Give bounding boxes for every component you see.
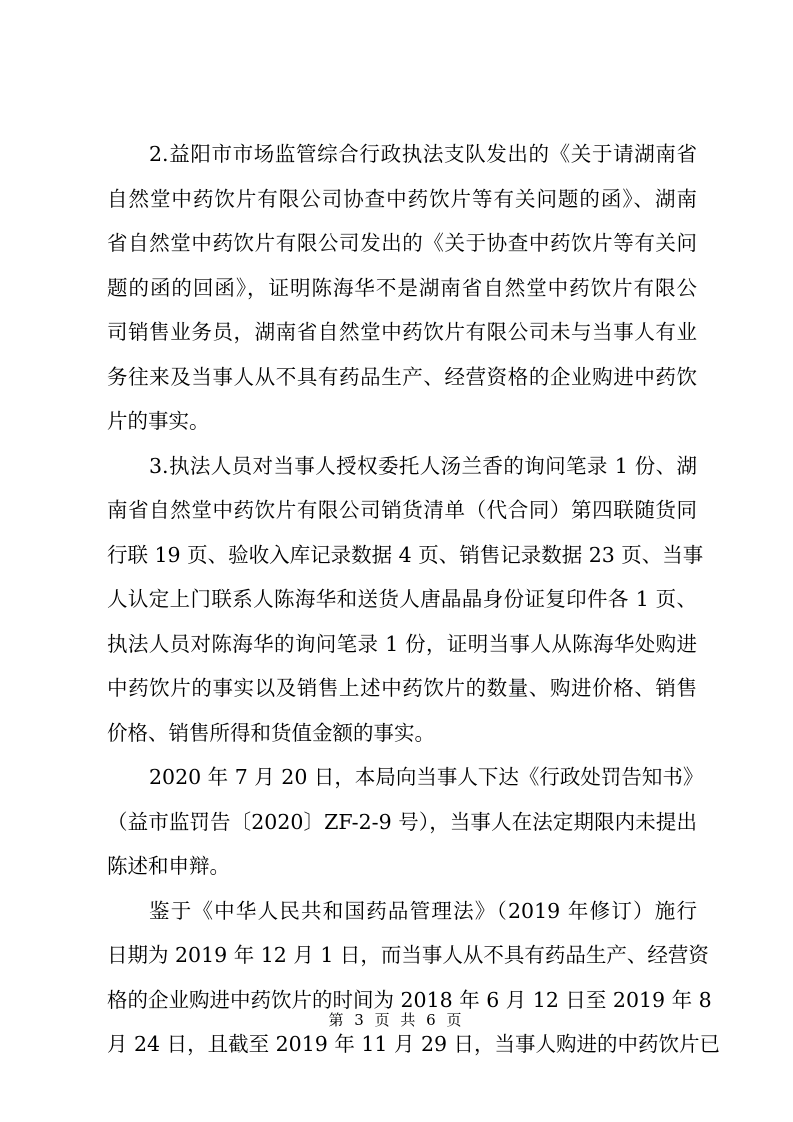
notice-paragraph [107, 755, 704, 889]
evidence-item-2 [107, 132, 697, 444]
text-line: 自然堂中药饮片有限公司协查中药饮片等有关问题的函》、湖南 [107, 186, 697, 211]
text-line: 南省自然堂中药饮片有限公司销货清单（代合同）第四联随货同 [107, 498, 697, 522]
text-line: 3.执法人员对当事人授权委托人汤兰香的询问笔录 1 份、湖 [149, 453, 697, 478]
evidence-item-3 [107, 444, 704, 756]
text-line: 陈述和申辩。 [107, 854, 230, 878]
text-line: 务往来及当事人从不具有药品生产、经营资格的企业购进中药饮 [107, 364, 697, 389]
text-line: 行联 19 页、验收入库记录数据 4 页、销售记录数据 23 页、当事 [107, 542, 704, 567]
text-line: 鉴于《中华人民共和国药品管理法》（2019 年修订）施行 [149, 898, 697, 923]
text-line: 格的企业购进中药饮片的时间为 2018 年 6 月 12 日至 2019 年 8 [107, 987, 712, 1012]
text-line: 司销售业务员，湖南省自然堂中药饮片有限公司未与当事人有业 [107, 320, 697, 344]
text-line: 月 24 日，且截至 2019 年 11 月 29 日，当事人购进的中药饮片已 [107, 1032, 721, 1056]
document-body [107, 132, 721, 1067]
text-line: 片的事实。 [107, 409, 210, 433]
text-line: （益市监罚告〔2020〕ZF-2-9 号），当事人在法定期限内未提出 [107, 809, 697, 834]
text-line: 人认定上门联系人陈海华和送货人唐晶晶身份证复印件各 1 页、 [107, 587, 697, 611]
text-line: 题的函的回函》，证明陈海华不是湖南省自然堂中药饮片有限公 [107, 275, 697, 300]
page-footer: 第 3 页 共 6 页 [328, 1011, 465, 1029]
law-applicability-paragraph [107, 889, 721, 1067]
text-line: 价格、销售所得和货值金额的事实。 [107, 720, 435, 745]
text-line: 2020 年 7 月 20 日，本局向当事人下达《行政处罚告知书》 [149, 765, 704, 789]
text-line: 省自然堂中药饮片有限公司发出的《关于协查中药饮片等有关问 [107, 231, 697, 255]
text-line: 执法人员对陈海华的询问笔录 1 份，证明当事人从陈海华处购进 [107, 631, 697, 656]
text-line: 2.益阳市市场监管综合行政执法支队发出的《关于请湖南省 [149, 142, 697, 166]
text-line: 日期为 2019 年 12 月 1 日，而当事人从不具有药品生产、经营资 [107, 943, 709, 967]
text-line: 中药饮片的事实以及销售上述中药饮片的数量、购进价格、销售 [107, 676, 697, 700]
